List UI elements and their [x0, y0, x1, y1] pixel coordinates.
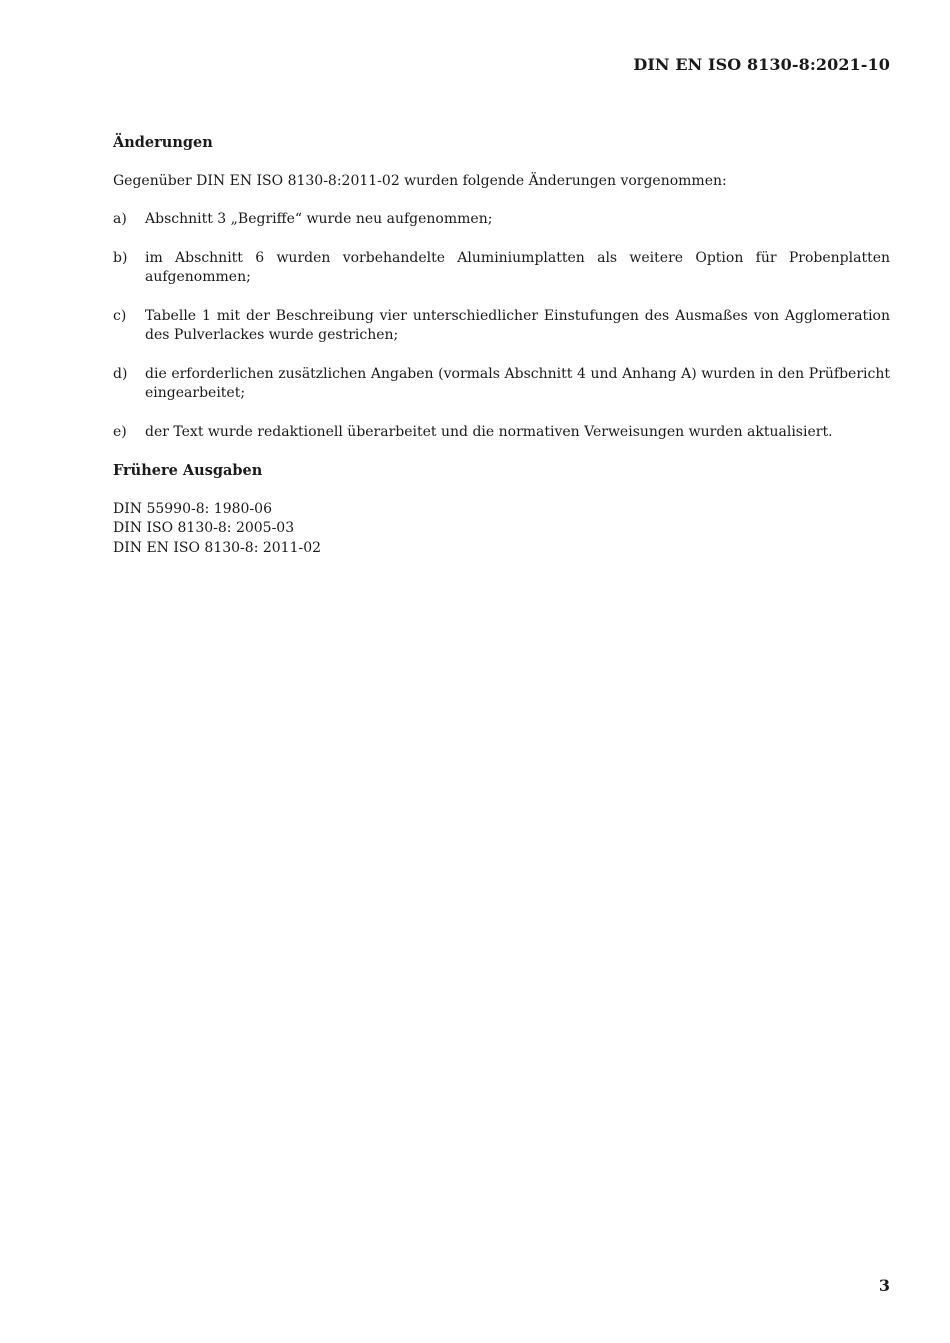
changes-list — [113, 210, 890, 442]
changes-heading: Änderungen — [113, 134, 213, 151]
previous-editions-heading: Frühere Ausgaben — [113, 462, 263, 479]
list-marker: e) — [113, 423, 127, 440]
change-text: der Text wurde redaktionell überarbeitet und die normativen Verweisungen wurden aktualisiert. — [145, 423, 833, 440]
change-text: Abschnitt 3 „Begriffe“ wurde neu aufgenommen; — [145, 211, 493, 227]
change-item-e — [113, 423, 890, 443]
edition-item: DIN 55990-8: 1980-06 — [113, 500, 272, 517]
changes-intro: Gegenüber DIN EN ISO 8130-8:2011-02 wurden folgende Änderungen vorgenommen: — [113, 172, 727, 189]
list-marker: b) — [113, 249, 128, 266]
page-content — [113, 133, 890, 558]
list-marker: a) — [113, 211, 127, 227]
change-item-b — [113, 249, 890, 288]
change-item-c — [113, 307, 890, 346]
change-item-d — [113, 365, 890, 404]
edition-item: DIN EN ISO 8130-8: 2011-02 — [113, 539, 322, 556]
change-text: Tabelle 1 mit der Beschreibung vier unterschiedlicher Einstufungen des Ausmaßes von Agglomeration des Pulverlackes wurde gestrichen; — [145, 307, 890, 343]
list-marker: c) — [113, 307, 127, 324]
change-text: die erforderlichen zusätzlichen Angaben (vormals Abschnitt 4 und Anhang A) wurden in den Prüfbericht eingearbeitet; — [145, 365, 890, 401]
page-number: 3 — [878, 1276, 890, 1295]
list-marker: d) — [113, 365, 128, 382]
previous-editions-list — [113, 500, 890, 559]
change-text: im Abschnitt 6 wurden vorbehandelte Aluminiumplatten als weitere Option für Probenplatten aufgenommen; — [145, 249, 890, 285]
document-id-header: DIN EN ISO 8130-8:2021-10 — [633, 55, 890, 74]
change-item-a — [113, 210, 890, 230]
edition-item: DIN ISO 8130-8: 2005-03 — [113, 520, 295, 536]
